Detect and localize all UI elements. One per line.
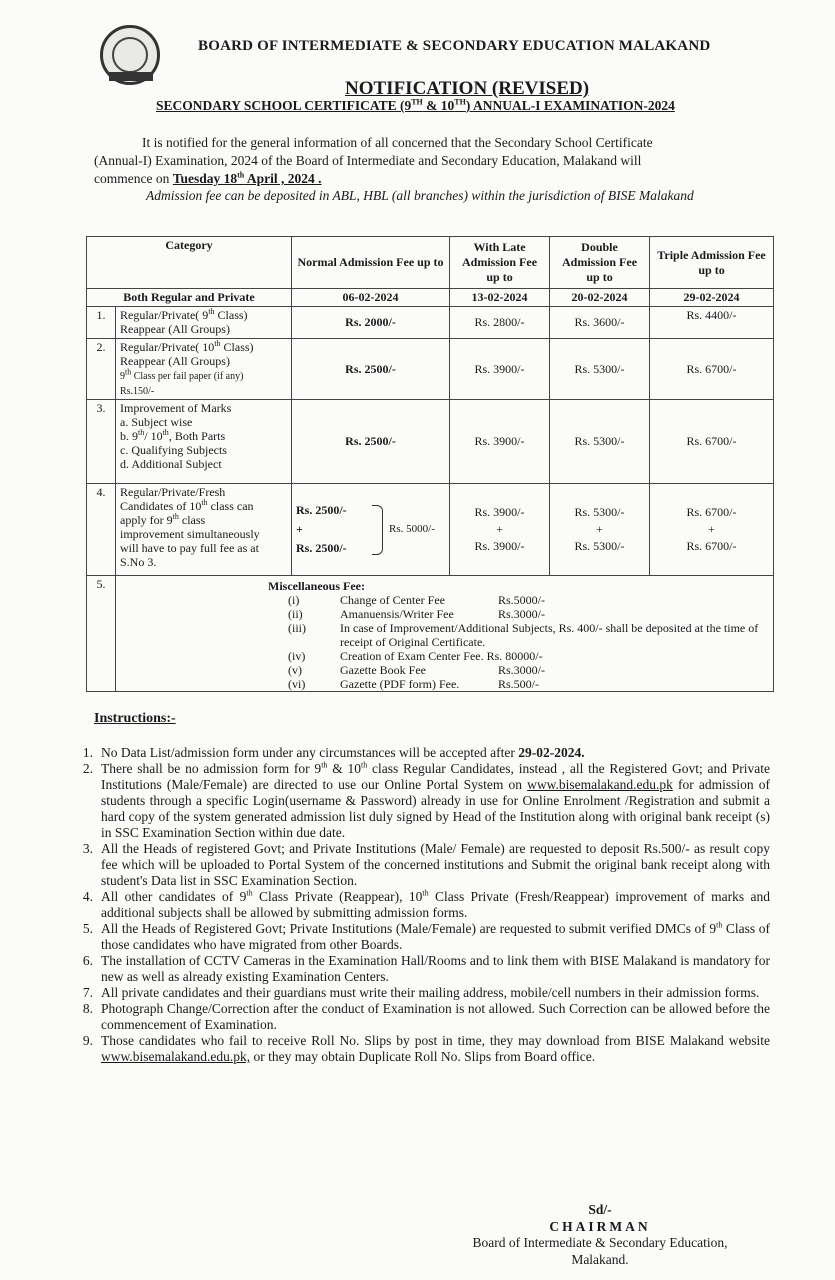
table-row <box>87 307 774 339</box>
triple-fee-cell: Rs. 6700/- <box>650 339 774 400</box>
header-category: Category <box>87 237 292 289</box>
fee-table-container <box>86 236 773 692</box>
exam-title: SECONDARY SCHOOL CERTIFICATE (9TH & 10TH) ANNUAL-I EXAMINATION-2024 <box>156 97 675 113</box>
misc-fee-item <box>266 649 773 663</box>
list-item: 6. The installation of CCTV Cameras in the Examination Hall/Rooms and to link them with BISE Malakand is mandatory for new as well as already existing Examination Centers. <box>82 953 770 984</box>
normal-fee-cell: Rs. 2000/- <box>292 307 450 339</box>
misc-fee-number: (ii) <box>288 606 303 621</box>
table-subheader-row <box>87 289 774 307</box>
instructions-heading: Instructions:- <box>94 711 176 726</box>
row-number: 1. <box>87 307 116 339</box>
table-row <box>87 484 774 576</box>
misc-fee-number: (v) <box>288 662 302 677</box>
misc-fee-text: Amanuensis/Writer Fee <box>340 606 454 621</box>
subheader-label: Both Regular and Private <box>87 289 292 307</box>
double-fee-cell: Rs. 3600/- <box>550 307 650 339</box>
late-fee-cell: Rs. 3900/- <box>450 400 550 484</box>
brace-bracket <box>372 505 383 555</box>
misc-fee-item <box>266 593 773 607</box>
misc-fee-number: (iii) <box>288 620 306 635</box>
misc-fee-text: In case of Improvement/Additional Subjects, Rs. 400/- shall be deposited at the time of receipt of Original Certificate. <box>340 620 759 649</box>
seal-inner-ring <box>112 37 148 73</box>
misc-fee-amount: Rs.500/- <box>498 676 540 691</box>
table-row <box>87 339 774 400</box>
seal-ribbon <box>109 72 153 81</box>
late-fee-cell: Rs. 3900/- + Rs. 3900/- <box>450 484 550 576</box>
late-fee-date: 13-02-2024 <box>450 289 550 307</box>
row-number: 2. <box>87 339 116 400</box>
normal-fee-cell: Rs. 2500/- <box>292 400 450 484</box>
header-late-fee: With Late Admission Fee up to <box>450 237 550 289</box>
header-triple-fee: Triple Admission Fee up to <box>650 237 774 289</box>
triple-fee-cell: Rs. 6700/- + Rs. 6700/- <box>650 484 774 576</box>
notification-title: NOTIFICATION (REVISED) <box>345 78 590 99</box>
normal-fee-cell: Rs. 2500/- <box>292 339 450 400</box>
row-category: Improvement of Marks a. Subject wise b. 9th/ 10th, Both Parts c. Qualifying Subjects d. Additional Subject <box>116 400 292 484</box>
fee-table <box>86 236 774 692</box>
header-double-fee: Double Admission Fee up to <box>550 237 650 289</box>
double-fee-cell: Rs. 5300/- <box>550 339 650 400</box>
late-fee-cell: Rs. 3900/- <box>450 339 550 400</box>
list-item: 1. No Data List/admission form under any circumstances will be accepted after 29-02-2024. <box>82 745 585 760</box>
misc-fee-item <box>266 663 773 677</box>
double-fee-cell: Rs. 5300/- <box>550 400 650 484</box>
normal-fee-date: 06-02-2024 <box>292 289 450 307</box>
double-fee-cell: Rs. 5300/- + Rs. 5300/- <box>550 484 650 576</box>
signature-title: CHAIRMAN <box>549 1218 651 1234</box>
row-number: 4. <box>87 484 116 576</box>
misc-fee-amount: Rs.5000/- <box>498 592 546 607</box>
table-header-row <box>87 237 774 289</box>
signature-org: Board of Intermediate & Secondary Education, <box>472 1235 728 1250</box>
website-link[interactable]: www.bisemalakand.edu.pk, <box>101 1049 251 1064</box>
misc-fee-item <box>266 607 773 621</box>
signature-sd: Sd/- <box>588 1202 612 1217</box>
misc-fee-amount: Rs.3000/- <box>498 662 546 677</box>
row-number: 5. <box>87 576 116 692</box>
list-item: 4. All other candidates of 9th Class Private (Reappear), 10th Class Private (Fresh/Reappear) improvement of marks and additional subjects shall be allowed by submitting admission forms. <box>82 888 770 920</box>
misc-fee-text: Creation of Exam Center Fee. Rs. 80000/- <box>340 648 543 663</box>
misc-fee-amount: Rs.3000/- <box>498 606 546 621</box>
portal-link[interactable]: www.bisemalakand.edu.pk <box>527 777 673 792</box>
intro-line-1: It is notified for the general information of all concerned that the Secondary School Certificate <box>142 135 653 150</box>
misc-fee-list <box>266 593 773 691</box>
signature-block <box>450 1202 750 1268</box>
misc-fee-item <box>266 677 773 691</box>
misc-fee-text: Gazette Book Fee <box>340 662 426 677</box>
intro-line-3: commence on Tuesday 18th April , 2024 . <box>94 170 322 186</box>
table-row-misc <box>87 576 774 692</box>
board-seal-logo <box>100 25 160 85</box>
triple-fee-cell: Rs. 6700/- <box>650 400 774 484</box>
normal-fee-stack: Rs. 2500/- + Rs. 2500/- <box>296 503 347 555</box>
header-normal-fee: Normal Admission Fee up to <box>292 237 450 289</box>
late-fee-cell: Rs. 2800/- <box>450 307 550 339</box>
triple-fee-date: 29-02-2024 <box>650 289 774 307</box>
list-item: 9. Those candidates who fail to receive Roll No. Slips by post in time, they may download from BISE Malakand website www.bisemalakand.edu.pk, or they may obtain Duplicate Roll No. Slips from Board office. <box>82 1033 770 1064</box>
instructions-list <box>60 745 770 1065</box>
list-item: 7. All private candidates and their guardians must write their mailing address, mobile/cell numbers in their admission forms. <box>82 985 760 1000</box>
triple-fee-cell: Rs. 4400/- <box>650 307 774 339</box>
signature-place: Malakand. <box>571 1251 629 1267</box>
intro-line-2: (Annual-I) Examination, 2024 of the Board of Intermediate and Secondary Education, Malakand will <box>94 153 642 168</box>
misc-fee-text: Gazette (PDF form) Fee. <box>340 676 460 691</box>
table-row <box>87 400 774 484</box>
row-number: 3. <box>87 400 116 484</box>
misc-fee-number: (iv) <box>288 648 306 663</box>
list-item: 5. All the Heads of Registered Govt; Private Institutions (Male/Female) are requested to submit verified DMCs of 9th Class of those candidates who have migrated from other Boards. <box>82 920 770 952</box>
normal-fee-cell <box>292 484 450 576</box>
list-item: 8. Photograph Change/Correction after the conduct of Examination is not allowed. Such Correction can be allowed before the commencement of Examination. <box>82 1001 770 1032</box>
exam-start-date: Tuesday 18th April , 2024 . <box>172 170 322 186</box>
board-title: BOARD OF INTERMEDIATE & SECONDARY EDUCATION MALAKAND <box>198 38 711 54</box>
normal-fee-total: Rs. 5000/- <box>389 523 435 535</box>
misc-fee-item <box>266 621 773 649</box>
list-item: 3. All the Heads of registered Govt; and Private Institutions (Male/ Female) are requested to deposit Rs.500/- as result copy fee which will be uploaded to Portal System of the concerned institutions and Submit the original bank receipt along with student's Data list in SSC Examination Section. <box>82 841 770 888</box>
list-item: 2. There shall be no admission form for 9th & 10th class Regular Candidates, instead , all the Registered Govt; and Private Institutions (Male/Female) are directed to use our Online Portal System on www.bisemalakand.edu.pk for admission of students through a specific Login(username & Password) already in use for Online Enrolment /Registration and submit a hard copy of the system generated admission list duly signed by Head of the Institution along with original bank receipt (s) in SSC Examination Section within due date. <box>82 760 770 840</box>
row-category: Regular/Private( 10th Class) Reappear (All Groups) 9th Class per fail paper (if any) Rs.150/- <box>116 339 292 400</box>
misc-fee-number: (i) <box>288 592 300 607</box>
misc-fee-number: (vi) <box>288 676 306 691</box>
row-category: Regular/Private( 9th Class) Reappear (All Groups) <box>116 307 292 339</box>
intro-line-4: Admission fee can be deposited in ABL, HBL (all branches) within the jurisdiction of BISE Malakand <box>146 188 694 203</box>
misc-fee-text: Change of Center Fee <box>340 592 445 607</box>
row-category: Regular/Private/Fresh Candidates of 10th class can apply for 9th class improvement simultaneously will have to pay full fee as at S.No 3. <box>116 484 292 576</box>
double-fee-date: 20-02-2024 <box>550 289 650 307</box>
misc-fee-cell <box>116 576 774 692</box>
misc-fee-title: Miscellaneous Fee: <box>268 578 365 593</box>
